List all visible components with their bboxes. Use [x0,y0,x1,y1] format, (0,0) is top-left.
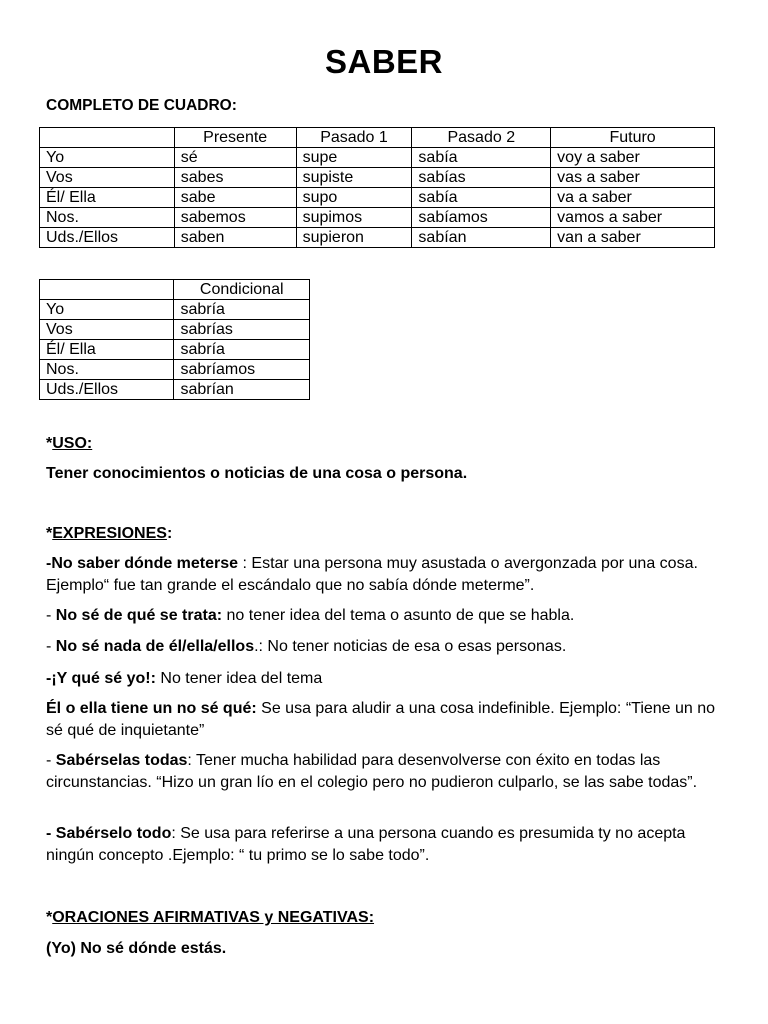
expression-term: - Sabérselo todo [46,825,172,842]
pronoun-cell: Uds./Ellos [40,380,174,400]
header-cell [40,128,175,148]
conjugation-cell: van a saber [551,228,715,248]
pronoun-cell: Vos [40,168,175,188]
pronoun-cell: Nos. [40,360,174,380]
conjugation-cell: voy a saber [551,148,715,168]
table-row [40,148,715,168]
conjugation-cell: sabemos [174,208,296,228]
conjugation-cell: sé [174,148,296,168]
conjugation-cell: va a saber [551,188,715,208]
table-row [40,340,310,360]
expression-definition: Se usa para aludir a una cosa indefinible. Ejemplo: “Tiene un no sé qué de inquietante” [46,700,716,739]
table-row [40,188,715,208]
pronoun-cell: Vos [40,320,174,340]
oraciones-example: (Yo) No sé dónde estás. [46,940,227,957]
pronoun-cell: Él/ Ella [40,188,175,208]
conjugation-cell: sabías [412,168,551,188]
conjugation-cell: sabíamos [412,208,551,228]
table-row [40,380,310,400]
page-title: SABER [324,43,444,80]
completo-heading: COMPLETO DE CUADRO: [46,97,237,114]
conjugation-cell: saben [174,228,296,248]
expresiones-heading: *EXPRESIONES: [46,525,173,542]
expression-definition: : Estar una persona muy asustada o avergonzada por una cosa. Ejemplo“ fue tan grande el escándalo que no sabía dónde meterme”. [46,555,698,594]
conjugation-cell: sabían [412,228,551,248]
conjugation-cell: sabía [412,148,551,168]
conjugation-cell: sabría [174,300,310,320]
conjugation-cell: supimos [296,208,412,228]
expression-item [46,823,736,867]
pronoun-cell: Él/ Ella [40,340,174,360]
expression-definition: No tener idea del tema [155,670,323,687]
expression-item: - Sabérselas todas: Tener mucha habilidad para desenvolverse con éxito en todas las circunstancias. “Hizo un gran lío en el colegio pero no pudieron culparlo, se las sabe todas”. [46,752,698,791]
conjugation-cell: supo [296,188,412,208]
conjugation-cell: sabrías [174,320,310,340]
conjugation-cell: sabría [174,340,310,360]
expression-definition: : Tener mucha habilidad para desenvolverse con éxito en todas las circunstancias. “Hizo un gran lío en el colegio pero no pudieron culparlo, se las sabe todas”. [46,752,698,791]
pronoun-cell: Yo [40,148,175,168]
expression-term: No sé nada de él/ella/ellos [55,638,255,655]
expression-item [46,553,736,597]
table-row [40,320,310,340]
table-row [40,168,715,188]
expression-item: - No sé nada de él/ella/ellos.: No tener noticias de esa o esas personas. [46,638,567,655]
expression-definition: no tener idea del tema o asunto de que se habla. [222,607,575,624]
conditional-table [39,279,310,400]
conjugation-cell: supiste [296,168,412,188]
expression-term: -¡Y qué sé yo!: [46,670,156,687]
expression-item [46,668,736,690]
header-cell: Pasado 1 [296,128,412,148]
header-cell [40,280,174,300]
pronoun-cell: Uds./Ellos [40,228,175,248]
table-row [40,360,310,380]
conjugation-cell: sabes [174,168,296,188]
expression-term: No sé de qué se trata: [55,607,223,624]
table-header-row [40,280,310,300]
expression-term: Él o ella tiene un no sé qué: [46,700,257,717]
expression-term: Sabérselas todas [55,752,188,769]
conjugation-cell: sabe [174,188,296,208]
table-header-row [40,128,715,148]
table-row [40,228,715,248]
expression-item: - No sé de qué se trata: no tener idea del tema o asunto de que se habla. [46,607,575,624]
conjugation-cell: vamos a saber [551,208,715,228]
conjugation-table [39,127,715,248]
conjugation-cell: vas a saber [551,168,715,188]
pronoun-cell: Yo [40,300,174,320]
header-cell: Pasado 2 [412,128,551,148]
header-cell: Condicional [174,280,310,300]
conjugation-cell: sabríamos [174,360,310,380]
table-row [40,300,310,320]
header-cell: Futuro [551,128,715,148]
conjugation-cell: sabrían [174,380,310,400]
conjugation-cell: supieron [296,228,412,248]
conjugation-cell: sabía [412,188,551,208]
expression-term: -No saber dónde meterse [46,555,239,572]
uso-text: Tener conocimientos o noticias de una cosa o persona. [46,465,468,482]
table-row [40,208,715,228]
expression-definition: : Se usa para referirse a una persona cuando es presumida ty no acepta ningún concepto .Ejemplo: “ tu primo se lo sabe todo”. [46,825,686,864]
conjugation-cell: supe [296,148,412,168]
oraciones-heading: *ORACIONES AFIRMATIVAS y NEGATIVAS: [46,909,375,926]
pronoun-cell: Nos. [40,208,175,228]
uso-heading: *USO: [46,435,93,452]
header-cell: Presente [174,128,296,148]
expression-item [46,698,736,742]
expression-definition: .: No tener noticias de esa o esas personas. [254,638,567,655]
